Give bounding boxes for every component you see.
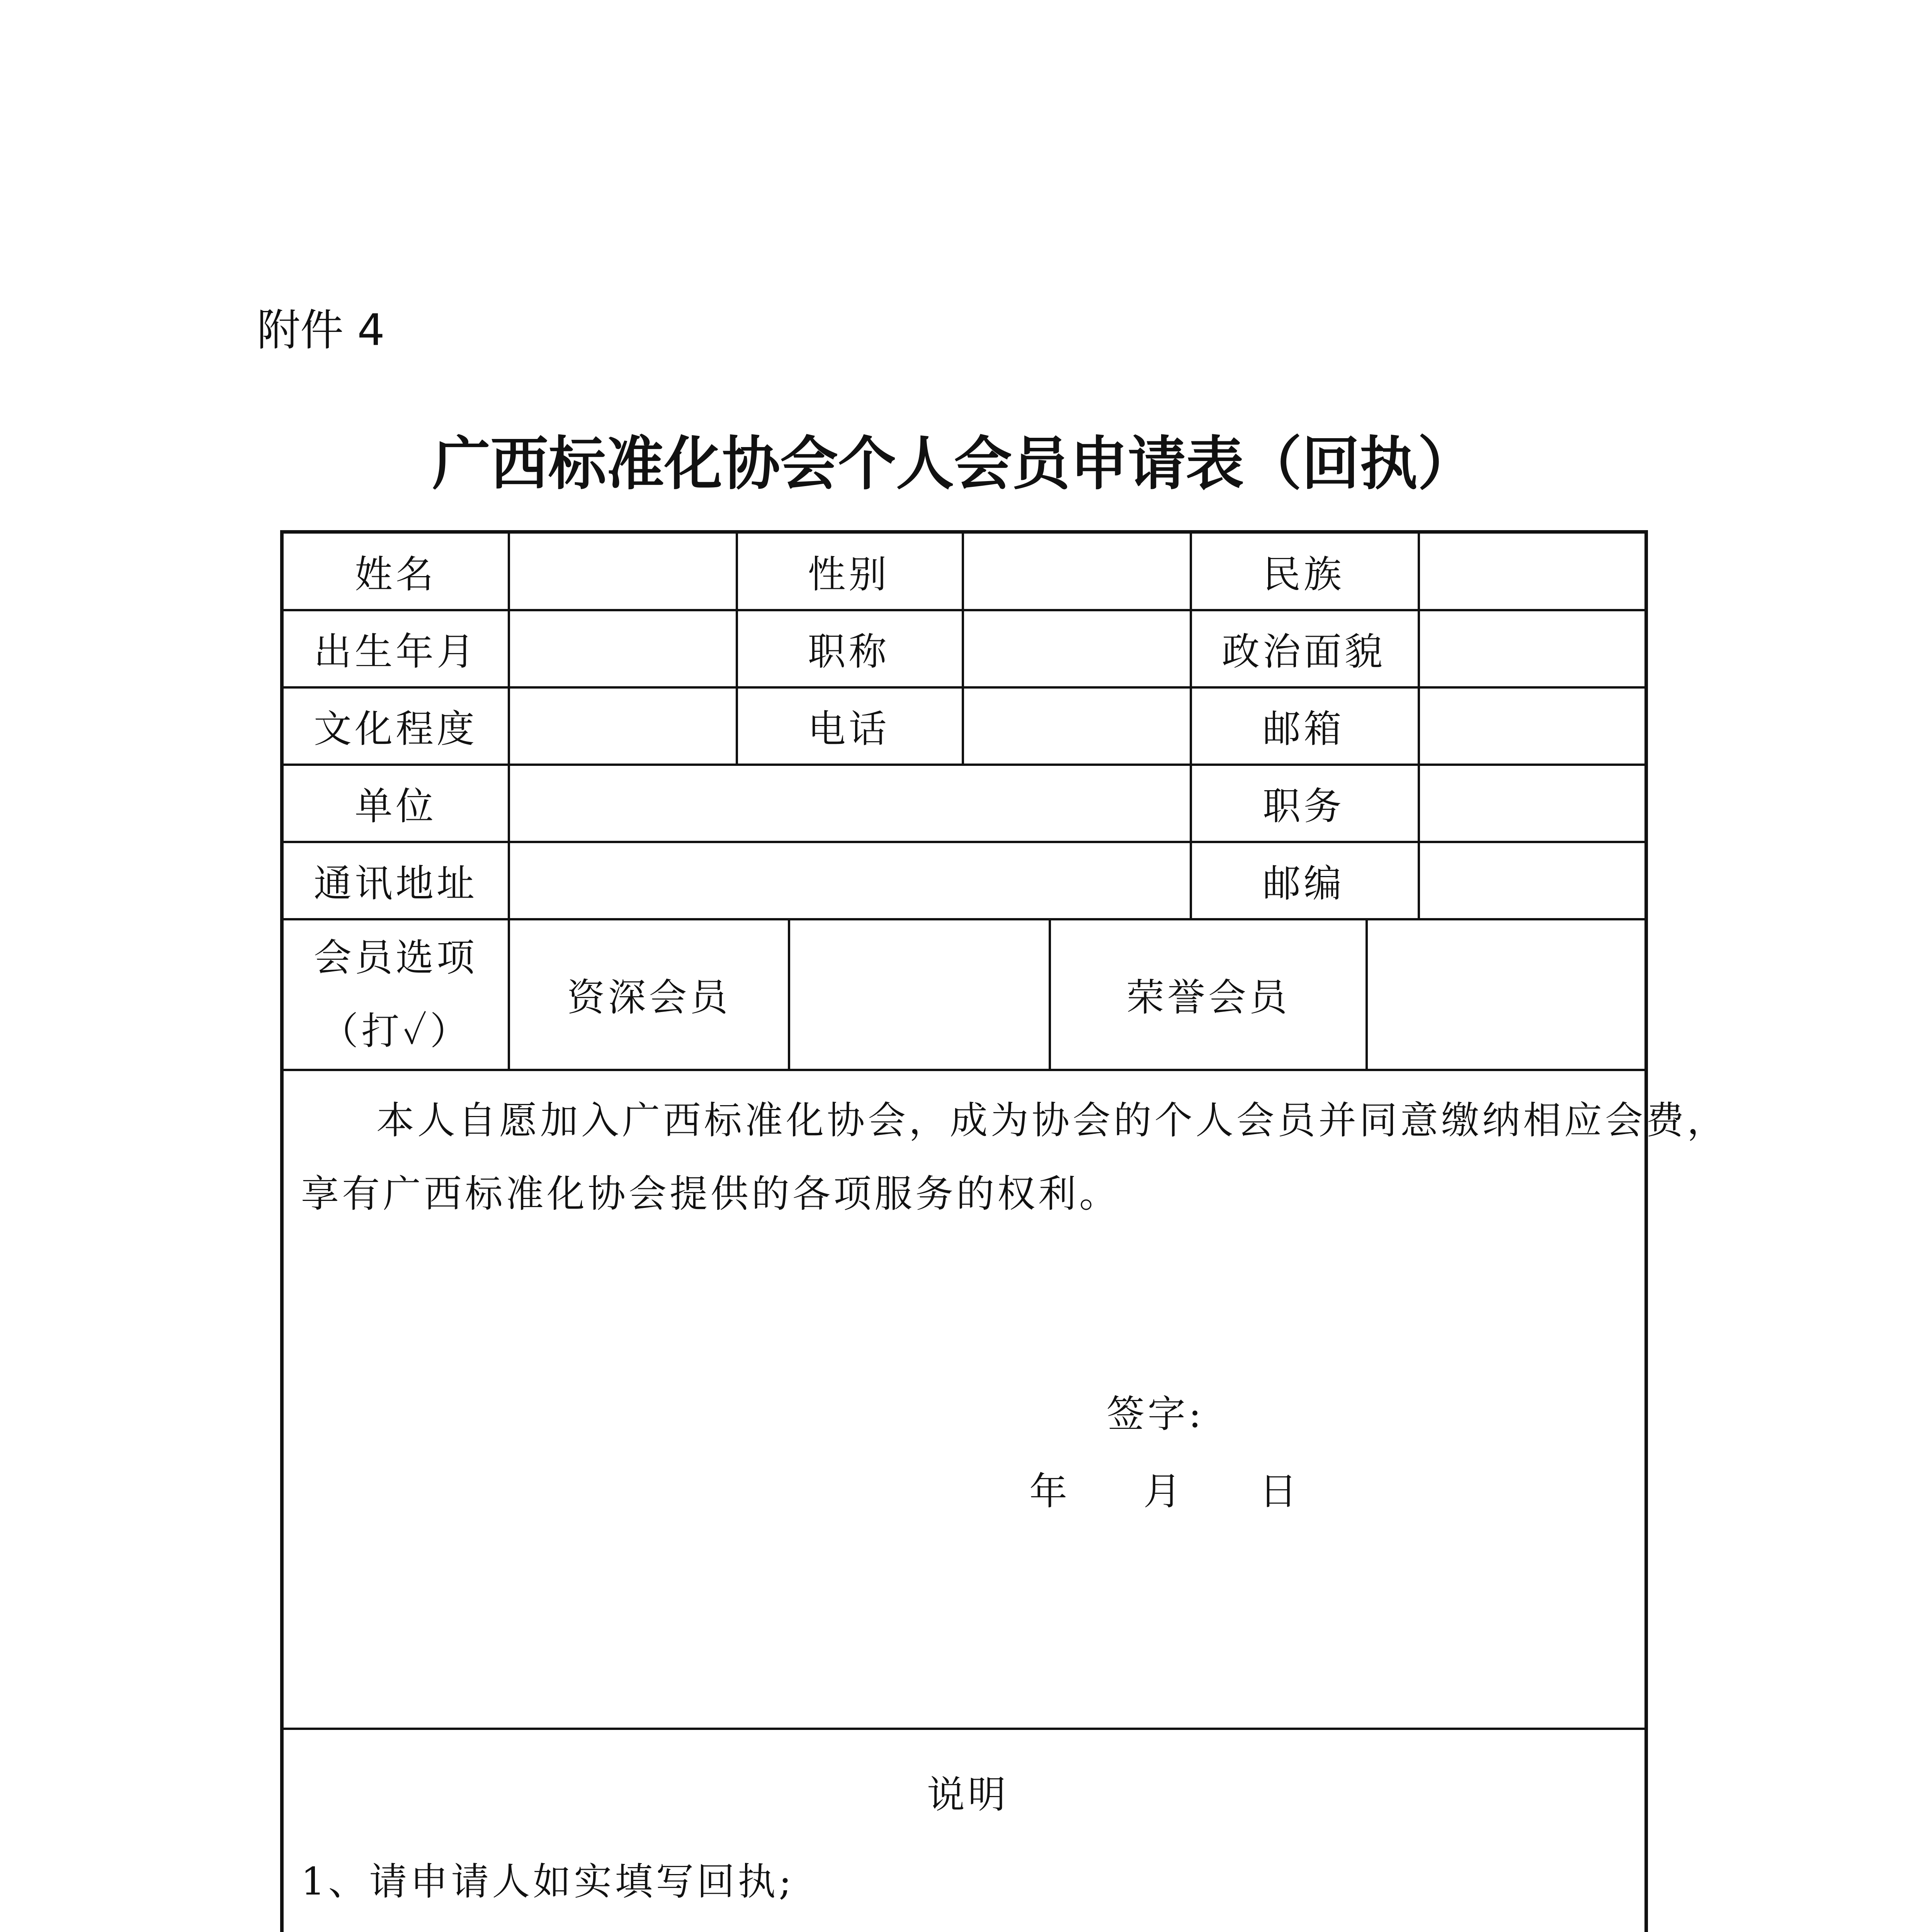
- declaration-line1: 本人自愿加入广西标准化协会，成为协会的个人会员并同意缴纳相应会费，: [376, 1099, 1728, 1143]
- label-phone: 电话: [808, 707, 890, 751]
- name-field[interactable]: [510, 534, 736, 609]
- date-month: 月: [1143, 1469, 1185, 1514]
- date-day: 日: [1259, 1469, 1301, 1514]
- ethnicity-field[interactable]: [1420, 534, 1644, 609]
- attachment-label: 附件 4: [257, 305, 385, 355]
- date-year: 年: [1029, 1469, 1071, 1514]
- signature-label: 签字:: [1107, 1392, 1205, 1436]
- label-honorary-member: 荣誉会员: [1126, 976, 1290, 1020]
- label-political-status: 政治面貌: [1221, 630, 1386, 674]
- honorary-member-checkbox[interactable]: [1368, 920, 1644, 1069]
- membership-application-form: [280, 530, 1728, 1932]
- phone-field[interactable]: [964, 688, 1190, 764]
- senior-member-checkbox[interactable]: [790, 920, 1049, 1069]
- label-professional-title: 职称: [808, 630, 890, 674]
- label-gender: 性别: [808, 553, 890, 597]
- row-divider: [284, 1069, 1644, 1071]
- position-field[interactable]: [1420, 765, 1644, 841]
- label-education: 文化程度: [313, 707, 478, 751]
- form-title: 广西标准化协会个人会员申请表（回执）: [432, 430, 1476, 498]
- label-ethnicity: 民族: [1262, 553, 1345, 597]
- label-address: 通讯地址: [313, 862, 478, 906]
- birth-field[interactable]: [510, 611, 736, 686]
- label-name: 姓名: [354, 553, 437, 597]
- address-field[interactable]: [510, 843, 1190, 918]
- professional-title-field[interactable]: [964, 611, 1190, 686]
- declaration-line2: 享有广西标准化协会提供的各项服务的权利。: [301, 1172, 1121, 1216]
- education-field[interactable]: [510, 688, 736, 764]
- label-senior-member: 资深会员: [567, 976, 731, 1020]
- postcode-field[interactable]: [1420, 843, 1644, 918]
- political-status-field[interactable]: [1420, 611, 1644, 686]
- notes-heading: 说明: [927, 1773, 1009, 1817]
- signature-area[interactable]: [1219, 1376, 1605, 1438]
- label-email: 邮箱: [1262, 707, 1345, 751]
- employer-field[interactable]: [510, 765, 1190, 841]
- membership-option-line1: 会员选项: [313, 935, 478, 980]
- label-position: 职务: [1262, 784, 1345, 828]
- label-membership-option: [284, 920, 508, 1069]
- email-field[interactable]: [1420, 688, 1644, 764]
- label-postcode: 邮编: [1262, 862, 1345, 906]
- gender-field[interactable]: [964, 534, 1190, 609]
- label-employer: 单位: [354, 784, 437, 828]
- label-birth: 出生年月: [313, 630, 478, 674]
- membership-option-line2: （打✓）: [320, 1009, 471, 1053]
- row-divider: [284, 1728, 1644, 1730]
- notes-item-1: 1、请申请人如实填写回执;: [301, 1860, 795, 1904]
